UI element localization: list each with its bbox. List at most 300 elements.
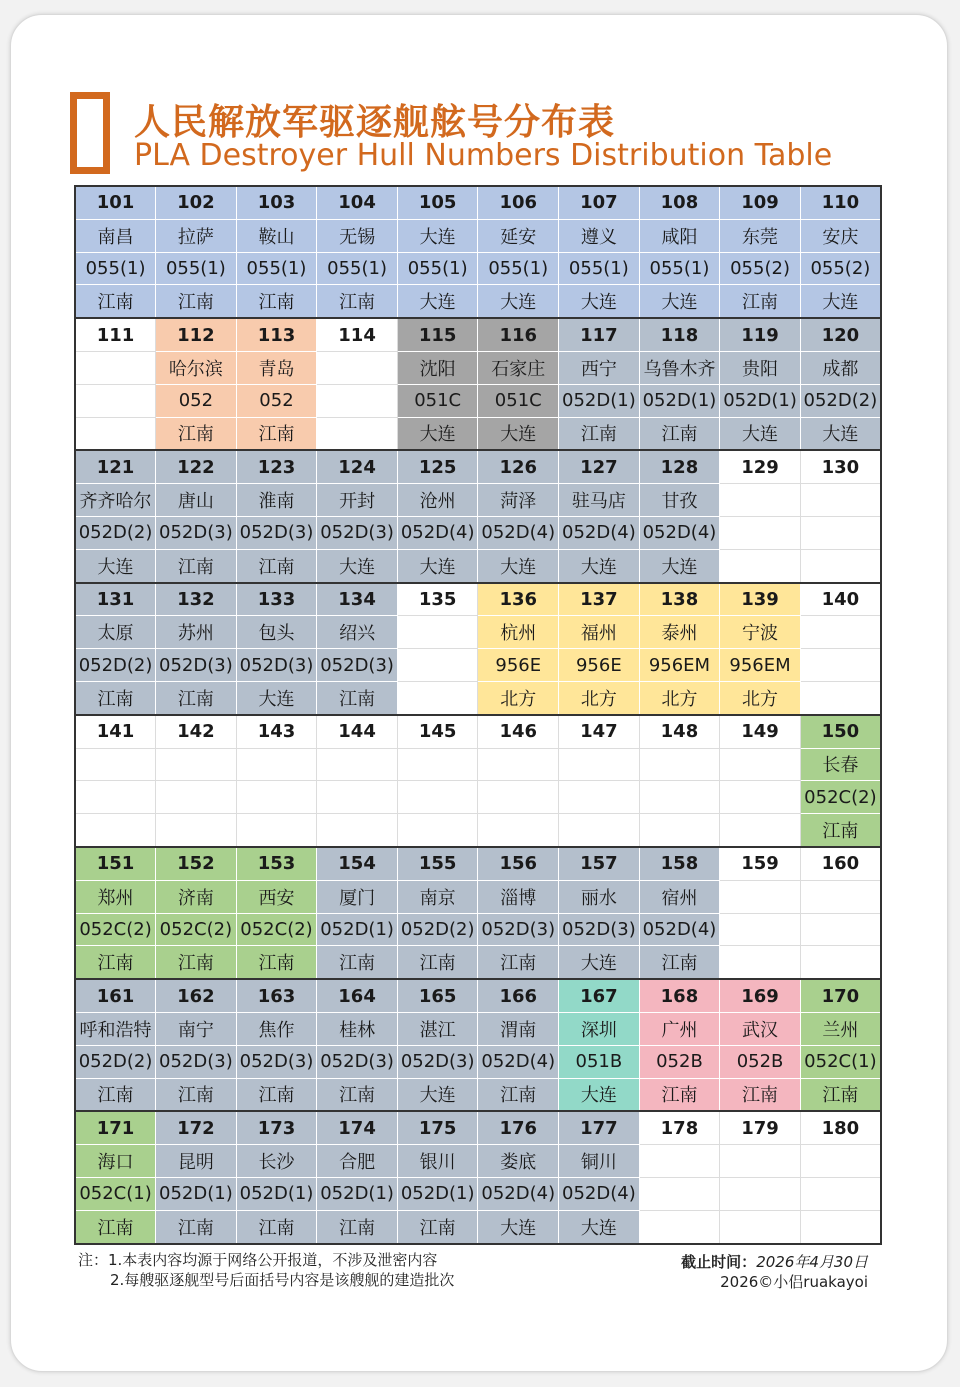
cell-type: 956E [478,649,559,682]
cell-hull: 179 [720,1111,801,1144]
footer-meta [681,1252,868,1292]
cell-hull: 108 [639,186,720,219]
cell-yard: 江南 [156,681,237,714]
cell-name: 合肥 [317,1145,398,1178]
cell-yard: 大连 [478,417,559,450]
cell-name [559,748,640,781]
cell-hull: 138 [639,583,720,616]
cell-name: 开封 [317,484,398,517]
cell-hull: 140 [800,583,881,616]
cell-hull: 137 [559,583,640,616]
cell-yard [317,814,398,847]
cell-type: 055(2) [800,252,881,285]
cell-hull: 161 [75,979,156,1012]
cell-hull: 153 [236,847,317,880]
cell-hull: 139 [720,583,801,616]
cell-type: 052B [720,1045,801,1078]
cell-hull: 177 [559,1111,640,1144]
cell-name [720,484,801,517]
cell-name [75,748,156,781]
cell-yard: 江南 [75,1078,156,1111]
footer-notes [78,1250,454,1290]
table-row [75,417,881,450]
cell-type: 055(1) [236,252,317,285]
cell-name: 成都 [800,351,881,384]
cell-hull: 107 [559,186,640,219]
cell-yard: 大连 [478,1210,559,1243]
cell-yard [720,946,801,979]
cell-type [800,1177,881,1210]
cell-name [800,484,881,517]
cell-hull: 168 [639,979,720,1012]
cell-name: 沈阳 [397,351,478,384]
cutoff-date: 2026年4月30日 [756,1253,868,1271]
cell-type: 052D(3) [236,1045,317,1078]
cell-name: 泰州 [639,616,720,649]
cell-hull: 120 [800,318,881,351]
cell-type: 052D(1) [317,1177,398,1210]
cell-hull: 134 [317,583,398,616]
cell-type [559,781,640,814]
cell-type [75,384,156,417]
cell-type: 052C(1) [75,1177,156,1210]
cell-name: 咸阳 [639,219,720,252]
table-row [75,781,881,814]
cell-type: 052D(2) [397,913,478,946]
cell-name: 大连 [397,219,478,252]
table-row [75,1045,881,1078]
cell-yard [720,1210,801,1243]
cell-type [639,1177,720,1210]
cell-type: 052D(1) [720,384,801,417]
cell-yard: 大连 [559,1210,640,1243]
cell-yard: 江南 [800,1078,881,1111]
cell-name: 呼和浩特 [75,1012,156,1045]
cell-yard: 大连 [397,1078,478,1111]
cell-type: 052C(2) [156,913,237,946]
table-row [75,252,881,285]
table-row [75,285,881,318]
cell-hull: 130 [800,450,881,483]
cell-type: 052D(3) [559,913,640,946]
cell-yard: 江南 [639,417,720,450]
cell-yard: 江南 [720,285,801,318]
cell-name: 贵阳 [720,351,801,384]
cell-type: 055(1) [317,252,398,285]
cell-yard: 江南 [720,1078,801,1111]
table-row [75,946,881,979]
cell-name: 唐山 [156,484,237,517]
page-subtitle: PLA Destroyer Hull Numbers Distribution Table [134,138,833,173]
cell-name: 银川 [397,1145,478,1178]
cell-hull: 164 [317,979,398,1012]
cell-type: 051C [478,384,559,417]
cell-name: 昆明 [156,1145,237,1178]
cell-name: 南宁 [156,1012,237,1045]
cell-yard [317,417,398,450]
cell-name [397,748,478,781]
cell-hull: 148 [639,715,720,748]
cell-name: 深圳 [559,1012,640,1045]
cell-name: 西宁 [559,351,640,384]
cell-hull: 160 [800,847,881,880]
page-title: 人民解放军驱逐舰舷号分布表 [134,102,616,143]
cell-type: 052B [639,1045,720,1078]
cell-yard: 大连 [639,285,720,318]
cell-hull: 147 [559,715,640,748]
cell-name: 无锡 [317,219,398,252]
table-row [75,814,881,847]
cell-hull: 126 [478,450,559,483]
cell-yard: 江南 [156,417,237,450]
cell-name: 绍兴 [317,616,398,649]
cell-type: 055(1) [156,252,237,285]
cell-type: 055(2) [720,252,801,285]
cell-type: 051C [397,384,478,417]
cell-type [639,781,720,814]
cell-yard [397,681,478,714]
cell-yard [720,814,801,847]
cell-type: 052D(4) [478,1045,559,1078]
cell-hull: 131 [75,583,156,616]
cell-type: 052D(1) [156,1177,237,1210]
cell-hull: 146 [478,715,559,748]
cell-type: 052D(3) [317,1045,398,1078]
cell-type [800,649,881,682]
cutoff-label: 截止时间： [681,1253,757,1271]
cell-name: 长沙 [236,1145,317,1178]
cell-yard: 大连 [478,285,559,318]
cell-type [317,384,398,417]
cell-yard: 江南 [75,1210,156,1243]
cell-hull: 156 [478,847,559,880]
cell-hull: 176 [478,1111,559,1144]
cell-hull: 115 [397,318,478,351]
cell-yard: 大连 [559,1078,640,1111]
cell-yard: 大连 [559,285,640,318]
table-row [75,1177,881,1210]
cell-yard: 江南 [156,1210,237,1243]
cell-hull: 111 [75,318,156,351]
table-row [75,649,881,682]
cell-yard: 大连 [800,285,881,318]
cell-name: 鞍山 [236,219,317,252]
cell-type: 052C(2) [75,913,156,946]
table-row [75,549,881,582]
cell-hull: 101 [75,186,156,219]
cell-hull: 149 [720,715,801,748]
table-row [75,484,881,517]
hull-number-table [74,185,882,1245]
cell-hull: 135 [397,583,478,616]
table-row [75,880,881,913]
table-row [75,351,881,384]
cell-name: 青岛 [236,351,317,384]
cell-type: 055(1) [478,252,559,285]
cell-yard [478,814,559,847]
cell-hull: 106 [478,186,559,219]
cell-name: 乌鲁木齐 [639,351,720,384]
table-row [75,1145,881,1178]
cell-yard: 大连 [75,549,156,582]
cell-name: 长春 [800,748,881,781]
cell-name: 菏泽 [478,484,559,517]
cell-type: 052D(1) [397,1177,478,1210]
cell-hull: 163 [236,979,317,1012]
cell-name: 石家庄 [478,351,559,384]
cell-type [397,781,478,814]
cell-type: 052D(1) [236,1177,317,1210]
cell-name [639,1145,720,1178]
cell-hull: 162 [156,979,237,1012]
cell-type [236,781,317,814]
cell-hull: 102 [156,186,237,219]
cell-type [800,913,881,946]
cell-yard: 江南 [397,1210,478,1243]
cell-name: 哈尔滨 [156,351,237,384]
cell-name: 丽水 [559,880,640,913]
cell-type: 052D(4) [639,913,720,946]
title-accent-bar [70,92,110,174]
cell-name [720,748,801,781]
table-row [75,318,881,351]
cell-yard: 江南 [317,285,398,318]
cell-type: 052D(3) [397,1045,478,1078]
cell-hull: 119 [720,318,801,351]
cell-yard: 江南 [156,549,237,582]
table-row [75,715,881,748]
cell-type [317,781,398,814]
table-row [75,913,881,946]
table-row [75,1012,881,1045]
cell-name [720,1145,801,1178]
cell-type: 052D(4) [559,1177,640,1210]
cell-yard [75,814,156,847]
cell-yard: 江南 [236,417,317,450]
cell-yard: 江南 [559,417,640,450]
cell-hull: 113 [236,318,317,351]
cell-hull: 117 [559,318,640,351]
cell-type: 052D(3) [156,516,237,549]
cell-yard: 大连 [478,549,559,582]
cell-yard: 江南 [156,946,237,979]
cell-type [720,781,801,814]
cell-hull: 129 [720,450,801,483]
cell-yard: 大连 [559,946,640,979]
cell-hull: 178 [639,1111,720,1144]
cell-name: 兰州 [800,1012,881,1045]
cell-type [397,649,478,682]
cell-yard: 江南 [639,1078,720,1111]
cell-yard: 江南 [317,946,398,979]
cell-yard [559,814,640,847]
cell-name [478,748,559,781]
cell-hull: 157 [559,847,640,880]
cell-yard: 江南 [156,1078,237,1111]
cell-name: 铜川 [559,1145,640,1178]
cell-name: 驻马店 [559,484,640,517]
cell-yard: 大连 [397,285,478,318]
table-row [75,516,881,549]
cell-yard: 江南 [397,946,478,979]
cell-type: 052D(3) [317,649,398,682]
cell-hull: 109 [720,186,801,219]
cell-type: 055(1) [559,252,640,285]
cell-yard: 大连 [559,549,640,582]
cell-name [75,351,156,384]
cell-name [800,616,881,649]
cell-yard [800,1210,881,1243]
table-row [75,1111,881,1144]
cell-hull: 155 [397,847,478,880]
cell-type [156,781,237,814]
table-row [75,616,881,649]
cell-yard [720,549,801,582]
cell-hull: 142 [156,715,237,748]
copyright: 2026©小侣ruakayoi [720,1273,868,1291]
cell-yard: 江南 [639,946,720,979]
cell-yard: 江南 [478,946,559,979]
cell-yard [236,814,317,847]
cell-type: 052D(4) [478,516,559,549]
table-row [75,219,881,252]
cell-type: 052D(1) [639,384,720,417]
cell-type: 055(1) [397,252,478,285]
cell-name [317,748,398,781]
cell-name: 包头 [236,616,317,649]
cell-name: 太原 [75,616,156,649]
cell-hull: 150 [800,715,881,748]
cell-yard [800,549,881,582]
table-row [75,1078,881,1111]
cell-type: 052D(1) [317,913,398,946]
cell-hull: 116 [478,318,559,351]
cell-name [236,748,317,781]
cell-name: 西安 [236,880,317,913]
cell-yard: 北方 [478,681,559,714]
cell-hull: 167 [559,979,640,1012]
cell-type: 052D(4) [397,516,478,549]
cell-type: 052 [156,384,237,417]
cell-yard: 北方 [559,681,640,714]
cell-type: 052D(2) [800,384,881,417]
cell-type: 052D(3) [156,1045,237,1078]
table-row [75,681,881,714]
cell-hull: 144 [317,715,398,748]
cell-name: 杭州 [478,616,559,649]
cell-name: 延安 [478,219,559,252]
cell-yard [397,814,478,847]
cell-hull: 127 [559,450,640,483]
cell-name: 遵义 [559,219,640,252]
cell-name [800,880,881,913]
cell-type [720,913,801,946]
cell-yard: 江南 [236,1078,317,1111]
cell-yard: 大连 [317,549,398,582]
cell-name [397,616,478,649]
cell-type: 052D(2) [75,1045,156,1078]
cell-yard: 江南 [478,1078,559,1111]
cell-type: 052D(4) [478,1177,559,1210]
cell-hull: 154 [317,847,398,880]
cell-type: 956E [559,649,640,682]
cell-name: 厦门 [317,880,398,913]
cell-type: 052C(1) [800,1045,881,1078]
cell-type [800,516,881,549]
cell-hull: 172 [156,1111,237,1144]
cell-hull: 125 [397,450,478,483]
cell-name [639,748,720,781]
cell-hull: 132 [156,583,237,616]
cell-yard [156,814,237,847]
cell-hull: 105 [397,186,478,219]
cell-hull: 114 [317,318,398,351]
cell-hull: 170 [800,979,881,1012]
cell-name: 湛江 [397,1012,478,1045]
cell-type: 052D(3) [478,913,559,946]
cell-yard: 大连 [397,549,478,582]
table-row [75,186,881,219]
cell-type: 052D(1) [559,384,640,417]
cell-hull: 175 [397,1111,478,1144]
cell-name: 郑州 [75,880,156,913]
cell-type: 052D(3) [156,649,237,682]
cell-type: 052D(3) [236,516,317,549]
cell-yard: 江南 [317,1210,398,1243]
cell-name: 娄底 [478,1145,559,1178]
cell-hull: 110 [800,186,881,219]
cell-hull: 136 [478,583,559,616]
cell-type: 051B [559,1045,640,1078]
cell-type: 052C(2) [236,913,317,946]
cell-type: 052D(2) [75,649,156,682]
cell-yard: 江南 [75,681,156,714]
cell-name [317,351,398,384]
cell-yard: 大连 [800,417,881,450]
table-row [75,583,881,616]
cell-name: 沧州 [397,484,478,517]
cell-type: 052D(4) [639,516,720,549]
cell-name: 甘孜 [639,484,720,517]
cell-hull: 123 [236,450,317,483]
cell-name: 海口 [75,1145,156,1178]
cell-hull: 145 [397,715,478,748]
cell-name: 南昌 [75,219,156,252]
cell-yard: 北方 [720,681,801,714]
cell-name: 苏州 [156,616,237,649]
cell-hull: 103 [236,186,317,219]
cell-hull: 169 [720,979,801,1012]
cell-hull: 166 [478,979,559,1012]
cell-hull: 171 [75,1111,156,1144]
cell-type: 052D(2) [75,516,156,549]
cell-type: 055(1) [75,252,156,285]
cell-yard [75,417,156,450]
table-row [75,384,881,417]
cell-hull: 124 [317,450,398,483]
cell-type: 052D(3) [236,649,317,682]
cell-hull: 173 [236,1111,317,1144]
cell-name: 淮南 [236,484,317,517]
note-2: 2.每艘驱逐舰型号后面括号内容是该艘舰的建造批次 [110,1271,455,1289]
table-row [75,450,881,483]
cell-yard: 大连 [397,417,478,450]
cell-name [720,880,801,913]
cell-name: 宁波 [720,616,801,649]
cell-name: 渭南 [478,1012,559,1045]
cell-yard [800,946,881,979]
cell-name: 拉萨 [156,219,237,252]
